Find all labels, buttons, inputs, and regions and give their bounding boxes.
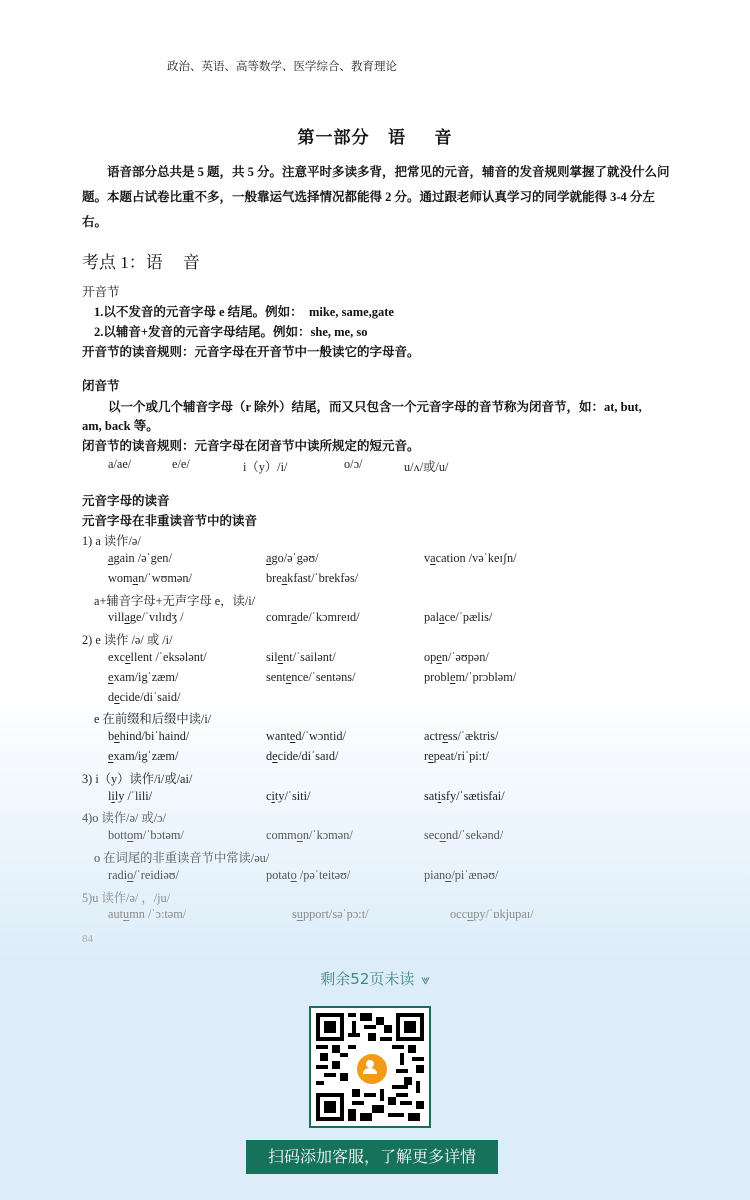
word-entry: [424, 749, 489, 764]
vowel-group-label: 2) e 读作 /ə/ 或 /i/: [82, 633, 173, 647]
word-entry: [424, 670, 516, 685]
word-suffix: cide/diˈsaid/: [119, 690, 181, 704]
open-reading-rule: 开音节的读音规则：元音字母在开音节中一般读它的字母音。: [82, 345, 420, 359]
word-prefix: c: [266, 789, 272, 803]
vowel-reading-heading: 元音字母的读音: [82, 494, 170, 508]
word-underlined-vowel: u: [467, 907, 474, 921]
word-underlined-vowel: u: [123, 907, 130, 921]
word-entry: [266, 551, 319, 566]
open-rule-1: [94, 302, 394, 320]
word-entry: [266, 828, 353, 843]
section-label: 考点 1：: [82, 253, 146, 272]
word-prefix: b: [108, 729, 115, 743]
section-char-a: 语: [145, 253, 163, 272]
word-suffix: nt/ˈsailənt/: [283, 650, 336, 664]
vowel-group-label: o 在词尾的非重读音节中常读/əu/: [94, 851, 270, 865]
word-entry: [424, 650, 489, 665]
intro-paragraph: 语音部分总共是 5 题，共 5 分。注意平时多读多背，把常见的元音，辅音的发音规则掌握了就没什么问题。本题占试卷比重不多，一般靠运气选择情况都能得 2 分。通过跟老师认真学习的同学就能得 3-4 分左右。: [82, 165, 670, 229]
part-title-c: 音: [434, 128, 453, 147]
word-entry: [108, 690, 180, 705]
word-underlined-vowel: a: [430, 551, 436, 565]
word-entry: [108, 571, 192, 586]
word-entry: [424, 868, 498, 883]
word-entry: [266, 670, 355, 685]
qr-code[interactable]: [309, 1006, 431, 1128]
vowel-group-label: 3) i（y）读作/i/或/ai/: [82, 772, 193, 786]
word-entry: [108, 551, 172, 566]
word-underlined-vowel: o: [439, 828, 446, 842]
word-prefix: bre: [266, 571, 282, 585]
word-suffix: gain /əˈgen/: [113, 551, 172, 565]
word-underlined-vowel: a: [124, 610, 130, 624]
word-suffix: kfast/ˈbrekfəs/: [287, 571, 359, 585]
word-suffix: n/ˈəʊpən/: [441, 650, 489, 664]
word-prefix: r: [424, 749, 429, 763]
word-suffix: go/əˈgəʊ/: [271, 551, 319, 565]
word-suffix: pport/səˈpɔ:t/: [302, 907, 369, 921]
word-prefix: sent: [266, 670, 286, 684]
word-underlined-vowel: i: [437, 789, 442, 803]
word-prefix: sat: [424, 789, 438, 803]
word-prefix: d: [108, 690, 115, 704]
word-suffix: n/ˈwʊmən/: [138, 571, 192, 585]
word-suffix: cation /vəˈkeɪʃn/: [435, 551, 517, 565]
word-prefix: pal: [424, 610, 440, 624]
word-entry: [108, 868, 179, 883]
word-entry: [108, 610, 184, 625]
closed-vowel-e: e/e/: [172, 457, 190, 471]
part-title-b: 语: [388, 128, 406, 147]
word-prefix: pian: [424, 868, 446, 882]
word-suffix: ss/ˈæktris/: [447, 729, 499, 743]
word-suffix: /ˈreidiəʊ/: [133, 868, 179, 882]
word-suffix: py/ˈɒkjupaɪ/: [473, 907, 534, 921]
section-title: [82, 248, 200, 273]
word-prefix: wom: [108, 571, 133, 585]
word-entry: [108, 907, 186, 922]
word-prefix: radi: [108, 868, 128, 882]
vowel-group-label: 4)o 读作/ə/ 或/ɔ/: [82, 811, 167, 825]
word-underlined-vowel: o: [290, 868, 297, 882]
closed-vowel-a: a/ae/: [108, 457, 132, 471]
word-entry: [266, 749, 338, 764]
read-more-label[interactable]: 剩余52页未读: [320, 970, 415, 988]
read-more-button[interactable]: [0, 968, 750, 989]
word-prefix: sil: [266, 650, 278, 664]
word-prefix: occ: [450, 907, 468, 921]
section-char-b: 音: [182, 253, 200, 272]
vowel-group-label: a+辅音字母+无声字母 e，读/i/: [94, 594, 256, 608]
closed-desc-line1: [108, 397, 642, 415]
open-rule-1-example: mike, same,gate: [308, 305, 394, 319]
user-icon: [357, 1054, 383, 1080]
open-rule-2-example: she, me, so: [310, 325, 368, 339]
word-suffix: ty/ˈsiti/: [274, 789, 311, 803]
word-underlined-vowel: e: [277, 650, 284, 664]
word-entry: [424, 610, 492, 625]
word-underlined-vowel: a: [266, 551, 272, 565]
word-suffix: n/ˈkɔmən/: [302, 828, 353, 842]
word-entry: [266, 610, 360, 625]
word-prefix: want: [266, 729, 290, 743]
vowel-reading-subheading: 元音字母在非重读音节中的读音: [82, 514, 258, 528]
word-entry: [108, 828, 184, 843]
header-subjects: 政治、英语、高等数学、医学综合、教育理论: [167, 61, 397, 73]
word-entry: [108, 650, 207, 665]
word-suffix: d/ˈwɔntid/: [295, 729, 346, 743]
avatar-icon: [355, 1052, 389, 1086]
page-number: 84: [82, 933, 93, 945]
word-underlined-vowel: a: [439, 610, 445, 624]
word-suffix: nd/ˈsekənd/: [445, 828, 504, 842]
word-underlined-vowel: e: [272, 749, 278, 763]
word-prefix: sec: [424, 828, 440, 842]
closed-desc-end: 等。: [133, 419, 159, 433]
word-underlined-vowel: a: [291, 610, 297, 624]
word-underlined-vowel: o: [127, 828, 134, 842]
word-entry: [424, 551, 517, 566]
word-underlined-vowel: e: [285, 670, 292, 684]
word-prefix: bott: [108, 828, 128, 842]
open-rule-1-text: 1.以不发音的元音字母 e 结尾。例如：: [94, 305, 303, 319]
word-suffix: /piˈænəʊ/: [451, 868, 499, 882]
word-entry: [266, 789, 310, 804]
word-underlined-vowel: e: [114, 729, 120, 743]
word-suffix: peat/riˈpi:t/: [433, 749, 489, 763]
word-prefix: aut: [108, 907, 124, 921]
word-suffix: m/ˈprɔbləm/: [455, 670, 517, 684]
word-prefix: comr: [266, 610, 292, 624]
closed-desc-example-2: am, back: [82, 419, 131, 433]
word-suffix: cide/diˈsaɪd/: [277, 749, 339, 763]
part-title-a: 第一部分: [297, 128, 370, 147]
word-underlined-vowel: i: [271, 789, 275, 803]
word-underlined-vowel: e: [108, 670, 114, 684]
word-suffix: sfy/ˈsætisfai/: [441, 789, 505, 803]
word-prefix: s: [292, 907, 297, 921]
closed-desc-example-1: at, but,: [603, 400, 642, 414]
word-suffix: xam/igˈzæm/: [113, 749, 179, 763]
closed-reading-rule: 闭音节的读音规则：元音字母在闭音节中读所规定的短元音。: [82, 439, 420, 453]
word-entry: [108, 789, 152, 804]
word-underlined-vowel: e: [449, 670, 456, 684]
word-underlined-vowel: e: [114, 690, 120, 704]
word-underlined-vowel: o: [296, 828, 303, 842]
word-entry: [266, 868, 350, 883]
word-entry: [266, 650, 336, 665]
word-suffix: llent /ˈeksələnt/: [130, 650, 207, 664]
word-underlined-vowel: e: [436, 650, 442, 664]
word-prefix: l: [108, 789, 112, 803]
closed-vowel-o: o/ɔ/: [344, 457, 363, 471]
word-underlined-vowel: a: [132, 571, 139, 585]
word-prefix: v: [424, 551, 431, 565]
word-prefix: probl: [424, 670, 450, 684]
closed-syllable-heading: 闭音节: [82, 379, 120, 393]
closed-desc-line2: [82, 416, 159, 434]
word-suffix: ce/ˈpælis/: [444, 610, 493, 624]
word-suffix: hind/biˈhaind/: [119, 729, 190, 743]
vowel-group-label: e 在前缀和后缀中读/i/: [94, 712, 212, 726]
word-entry: [424, 789, 505, 804]
word-underlined-vowel: e: [442, 729, 448, 743]
closed-vowel-u: u/ʌ/或/u/: [404, 460, 449, 474]
word-entry: [424, 729, 498, 744]
word-underlined-vowel: e: [289, 729, 296, 743]
word-underlined-vowel: i: [111, 789, 115, 803]
word-prefix: comm: [266, 828, 297, 842]
word-underlined-vowel: a: [281, 571, 288, 585]
open-syllable-heading: 开音节: [82, 285, 120, 299]
word-prefix: actr: [424, 729, 443, 743]
word-underlined-vowel: a: [108, 551, 114, 565]
word-suffix: nce/ˈsentəns/: [291, 670, 356, 684]
word-underlined-vowel: e: [125, 650, 131, 664]
word-suffix: ge/ˈvɪlɪdʒ /: [129, 610, 184, 624]
word-entry: [450, 907, 534, 922]
word-suffix: /pəˈteitəʊ/: [296, 868, 351, 882]
word-prefix: exc: [108, 650, 126, 664]
closed-desc-text: 以一个或几个辅音字母（r 除外）结尾，而又只包含一个元音字母的音节称为闭音节，如：: [108, 400, 604, 414]
word-entry: [292, 907, 369, 922]
open-rule-2: [94, 322, 367, 340]
word-suffix: mn /ˈɔ:təm/: [129, 907, 187, 921]
word-entry: [266, 729, 346, 744]
word-suffix: de/ˈkɔmreɪd/: [296, 610, 360, 624]
word-suffix: xam/igˈzæm/: [113, 670, 179, 684]
word-underlined-vowel: e: [428, 749, 434, 763]
word-entry: [108, 749, 178, 764]
vowel-a-label: 1) a 读作/ə/: [82, 534, 141, 548]
open-rule-2-text: 2.以辅音+发音的元音字母结尾。例如：: [94, 325, 311, 339]
word-entry: [108, 670, 178, 685]
word-prefix: d: [266, 749, 273, 763]
word-underlined-vowel: o: [445, 868, 452, 882]
word-suffix: m/ˈbɔtəm/: [133, 828, 184, 842]
word-underlined-vowel: e: [108, 749, 114, 763]
part-title: [0, 123, 750, 148]
closed-vowel-i: i（y）/i/: [243, 460, 288, 474]
word-entry: [108, 729, 189, 744]
word-prefix: potat: [266, 868, 291, 882]
word-suffix: ly /ˈlili/: [114, 789, 153, 803]
contact-service-button[interactable]: 扫码添加客服，了解更多详情: [246, 1140, 498, 1174]
word-underlined-vowel: u: [296, 907, 303, 921]
word-prefix: op: [424, 650, 437, 664]
word-underlined-vowel: o: [127, 868, 134, 882]
vowel-group-label: 5)u 读作/ə/ ，/ju/: [82, 891, 171, 905]
double-chevron-down-icon[interactable]: ⩔: [421, 973, 431, 988]
word-entry: [424, 828, 503, 843]
word-entry: [266, 571, 358, 586]
word-prefix: vill: [108, 610, 125, 624]
